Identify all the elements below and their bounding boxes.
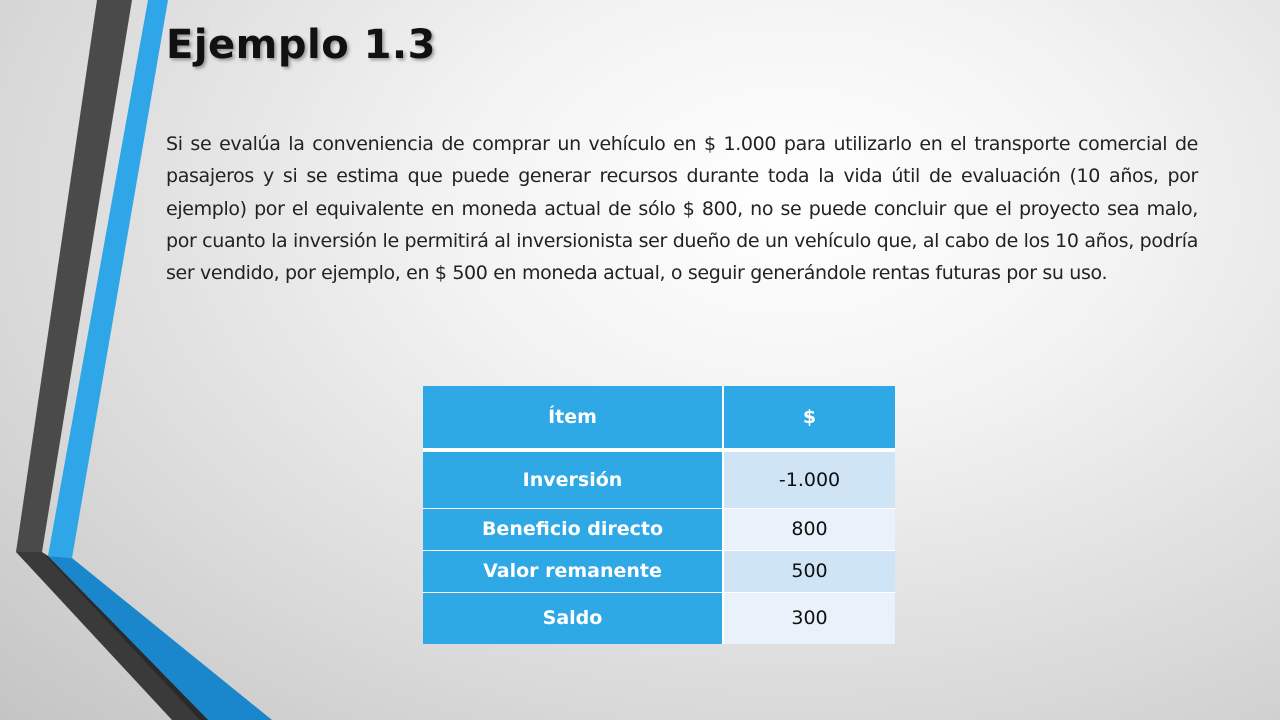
items-table <box>423 386 895 644</box>
row-item-label: Inversión <box>423 450 723 508</box>
table-row <box>423 592 895 644</box>
header-amount: $ <box>723 386 895 450</box>
table-row <box>423 550 895 592</box>
table-row <box>423 508 895 550</box>
table-row <box>423 450 895 508</box>
slide-paragraph: Si se evalúa la conveniencia de comprar un vehículo en $ 1.000 para utilizarlo en el transporte comercial de pasajeros y si se estima que puede generar recursos durante toda la vida útil de evaluación (10 años, por ejemplo) por el equivalente en moneda actual de sólo $ 800, no se puede concluir que el proyecto sea malo, por cuanto la inversión le permitirá al inversionista ser dueño de un vehículo que, al cabo de los 10 años, podría ser vendido, por ejemplo, en $ 500 en moneda actual, o seguir generándole rentas futuras por su uso. <box>166 133 1198 285</box>
row-item-value: 800 <box>723 508 895 550</box>
row-item-label: Beneficio directo <box>423 508 723 550</box>
header-item: Ítem <box>423 386 723 450</box>
row-item-value: -1.000 <box>723 450 895 508</box>
table-header-row <box>423 386 895 450</box>
slide-title: Ejemplo 1.3 <box>166 22 436 68</box>
row-item-label: Saldo <box>423 592 723 644</box>
row-item-value: 500 <box>723 550 895 592</box>
row-item-value: 300 <box>723 592 895 644</box>
row-item-label: Valor remanente <box>423 550 723 592</box>
dark-stripe-edge <box>42 552 208 720</box>
